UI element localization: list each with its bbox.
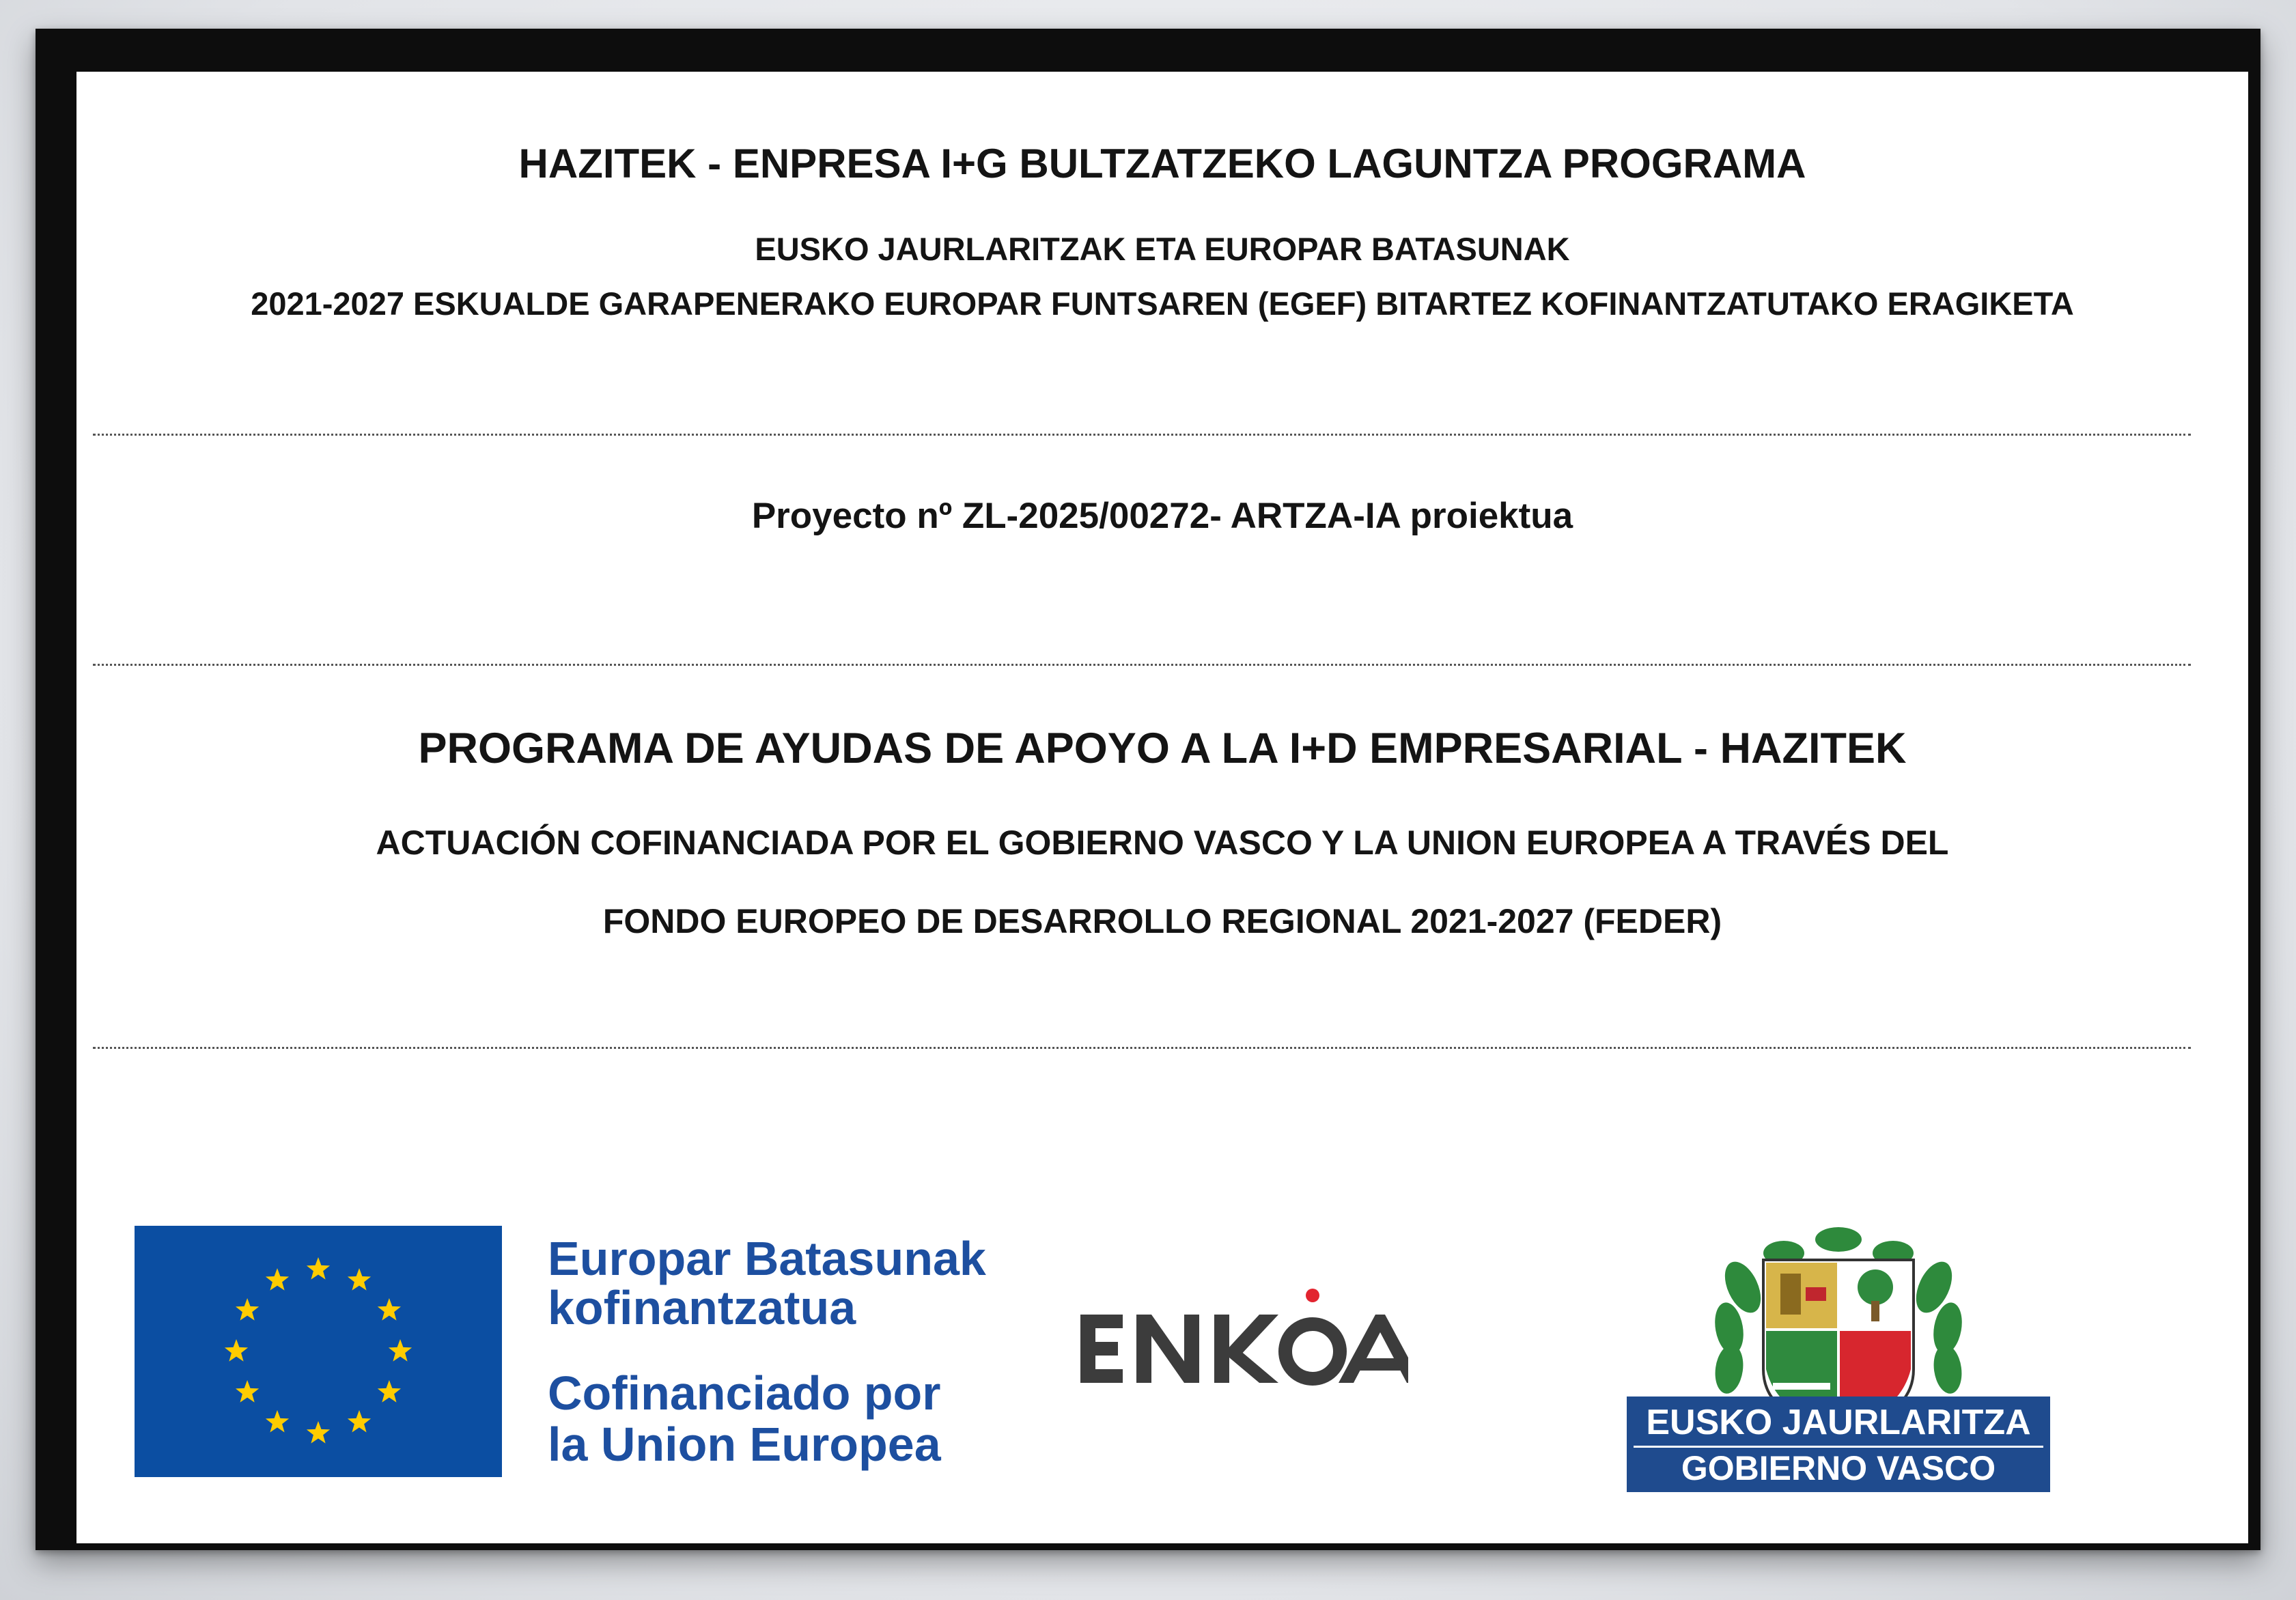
gobierno-vasco-logo <box>1627 1198 2050 1492</box>
title-basque: HAZITEK - ENPRESA I+G BULTZATZEKO LAGUNTZA PROGRAMA <box>518 141 1806 186</box>
eu-star-icon <box>236 1298 259 1321</box>
subtitle-basque-1: EUSKO JAURLARITZAK ETA EUROPAR BATASUNAK <box>755 231 1570 267</box>
dotted-divider <box>93 1047 2191 1049</box>
eu-star-icon <box>378 1298 401 1321</box>
eu-star-icon <box>307 1421 330 1444</box>
subtitle-spanish-2: FONDO EUROPEO DE DESARROLLO REGIONAL 2021-2027 (FEDER) <box>602 902 1722 940</box>
eu-cofinanced-basque-line2: kofinantzatua <box>548 1281 856 1334</box>
eu-cofinanced-spanish-line1: Cofinanciado por <box>548 1366 941 1420</box>
gv-line1: EUSKO JAURLARITZA <box>1646 1403 2031 1442</box>
eu-star-icon <box>225 1339 248 1362</box>
subtitle-basque-2: 2021-2027 ESKUALDE GARAPENERAKO EUROPAR FUNTSAREN (EGEF) BITARTEZ KOFINANTZATUTAKO ERAGIKETA <box>251 285 2074 322</box>
eu-star-icon <box>389 1339 412 1362</box>
eu-star-icon <box>266 1410 289 1433</box>
dotted-divider <box>93 434 2191 436</box>
eu-star-icon <box>266 1268 289 1291</box>
eu-star-icon <box>307 1257 330 1280</box>
eu-flag-icon <box>135 1226 502 1477</box>
project-number: Proyecto nº ZL-2025/00272- ARTZA-IA proiektua <box>751 496 1573 536</box>
subtitle-spanish-1: ACTUACIÓN COFINANCIADA POR EL GOBIERNO VASCO Y LA UNION EUROPEA A TRAVÉS DEL <box>376 824 1949 862</box>
eu-star-icon <box>236 1380 259 1403</box>
title-spanish: PROGRAMA DE AYUDAS DE APOYO A LA I+D EMPRESARIAL - HAZITEK <box>418 725 1907 772</box>
eu-star-icon <box>378 1380 401 1403</box>
enkoa-logo <box>1080 1287 1408 1397</box>
eu-star-icon <box>348 1410 371 1433</box>
basque-coat-of-arms-icon <box>1627 1198 2050 1492</box>
plaque-sheet <box>76 72 2248 1543</box>
gv-line2: GOBIERNO VASCO <box>1681 1449 1996 1487</box>
eu-star-icon <box>348 1268 371 1291</box>
eu-cofinanced-spanish-line2: la Union Europea <box>548 1418 941 1471</box>
dotted-divider <box>93 664 2191 666</box>
eu-cofinanced-basque-line1: Europar Batasunak <box>548 1232 986 1285</box>
